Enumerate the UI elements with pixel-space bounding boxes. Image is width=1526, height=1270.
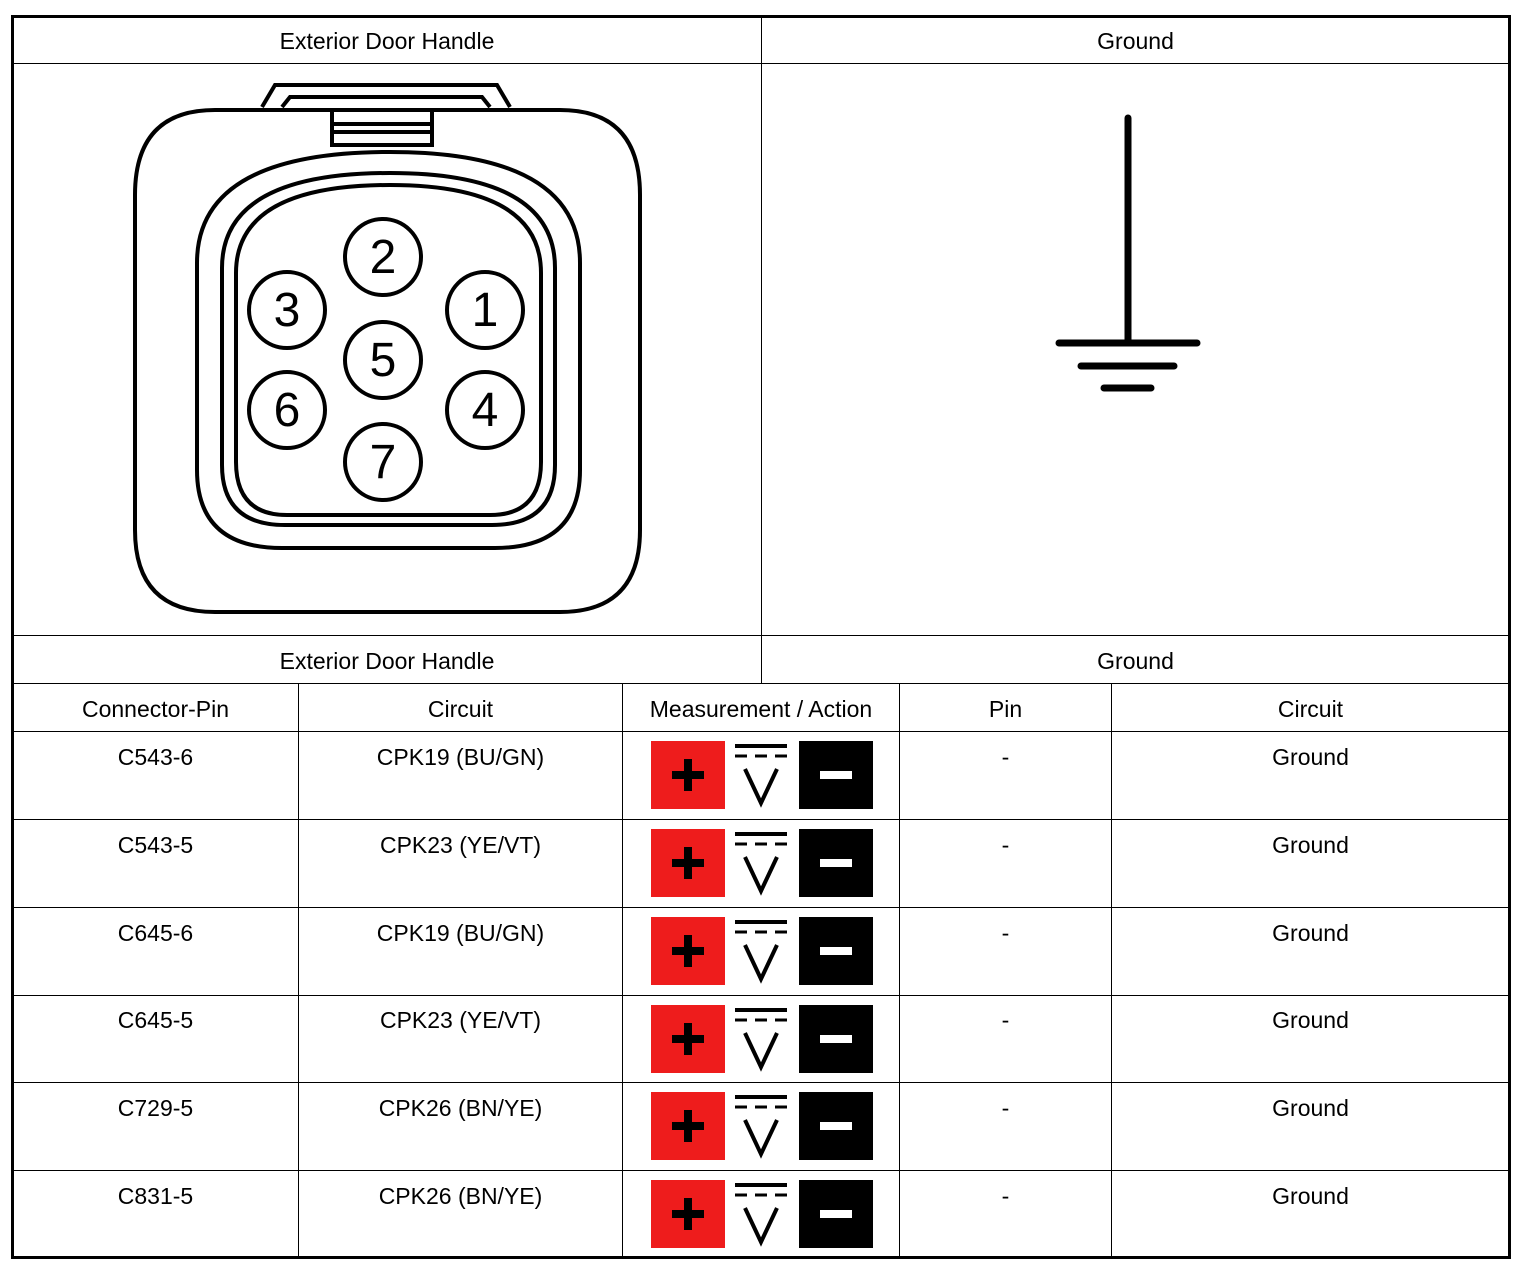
minus-icon (799, 1180, 873, 1248)
header-exterior-door-handle: Exterior Door Handle (279, 28, 495, 54)
cell-connector-pin: C729-5 (117, 1095, 194, 1121)
cell-connector-pin: C645-6 (117, 920, 194, 946)
divider (13, 995, 1509, 996)
measurement-icons (651, 1092, 873, 1160)
cell-ground-circuit: Ground (1272, 1095, 1349, 1121)
cell-connector-pin: C543-5 (117, 832, 194, 858)
subheader-ground: Ground (1097, 648, 1174, 674)
measurement-icons (651, 1180, 873, 1248)
cell-pin: - (1001, 832, 1010, 858)
cell-circuit: CPK23 (YE/VT) (379, 1007, 542, 1033)
plus-icon (651, 1180, 725, 1248)
dc-voltage-icon (731, 829, 791, 897)
dc-voltage-icon (731, 917, 791, 985)
plus-icon (651, 917, 725, 985)
divider (13, 683, 1509, 684)
plus-icon (651, 829, 725, 897)
pin-label: 5 (369, 334, 397, 387)
column-header-connector-pin: Connector-Pin (81, 696, 230, 722)
column-header-pin: Pin (988, 696, 1023, 722)
cell-circuit: CPK19 (BU/GN) (376, 744, 545, 770)
dc-voltage-icon (731, 1005, 791, 1073)
cell-ground-circuit: Ground (1272, 1183, 1349, 1209)
cell-pin: - (1001, 744, 1010, 770)
cell-circuit: CPK23 (YE/VT) (379, 832, 542, 858)
cell-circuit: CPK26 (BN/YE) (378, 1095, 543, 1121)
cell-pin: - (1001, 920, 1010, 946)
measurement-icons (651, 917, 873, 985)
divider (761, 17, 762, 683)
plus-icon (651, 1092, 725, 1160)
minus-icon (799, 829, 873, 897)
minus-icon (799, 1005, 873, 1073)
ground-symbol-icon (1050, 110, 1210, 400)
cell-pin: - (1001, 1007, 1010, 1033)
cell-ground-circuit: Ground (1272, 1007, 1349, 1033)
measurement-icons (651, 829, 873, 897)
divider (13, 731, 1509, 732)
pin-label: 4 (471, 384, 499, 437)
cell-ground-circuit: Ground (1272, 744, 1349, 770)
measurement-icons (651, 1005, 873, 1073)
measurement-icons (651, 741, 873, 809)
dc-voltage-icon (731, 741, 791, 809)
plus-icon (651, 741, 725, 809)
cell-connector-pin: C831-5 (117, 1183, 194, 1209)
pin-label: 1 (471, 284, 499, 337)
plus-icon (651, 1005, 725, 1073)
cell-circuit: CPK19 (BU/GN) (376, 920, 545, 946)
dc-voltage-icon (731, 1180, 791, 1248)
pin-label: 7 (369, 436, 397, 489)
pin-label: 6 (273, 384, 301, 437)
column-header-circuit: Circuit (427, 696, 494, 722)
subheader-exterior-door-handle: Exterior Door Handle (279, 648, 495, 674)
divider (13, 907, 1509, 908)
minus-icon (799, 741, 873, 809)
column-header-measurement: Measurement / Action (649, 696, 873, 722)
dc-voltage-icon (731, 1092, 791, 1160)
cell-connector-pin: C543-6 (117, 744, 194, 770)
cell-ground-circuit: Ground (1272, 832, 1349, 858)
divider (622, 683, 623, 1257)
pin-label: 3 (273, 284, 301, 337)
cell-circuit: CPK26 (BN/YE) (378, 1183, 543, 1209)
pin-label: 2 (369, 231, 397, 284)
cell-pin: - (1001, 1095, 1010, 1121)
connector-latch (332, 112, 432, 145)
cell-connector-pin: C645-5 (117, 1007, 194, 1033)
minus-icon (799, 917, 873, 985)
header-ground: Ground (1097, 28, 1174, 54)
divider (13, 1170, 1509, 1171)
cell-ground-circuit: Ground (1272, 920, 1349, 946)
column-header-ground-circuit: Circuit (1277, 696, 1344, 722)
divider (13, 819, 1509, 820)
minus-icon (799, 1092, 873, 1160)
cell-pin: - (1001, 1183, 1010, 1209)
divider (13, 1082, 1509, 1083)
